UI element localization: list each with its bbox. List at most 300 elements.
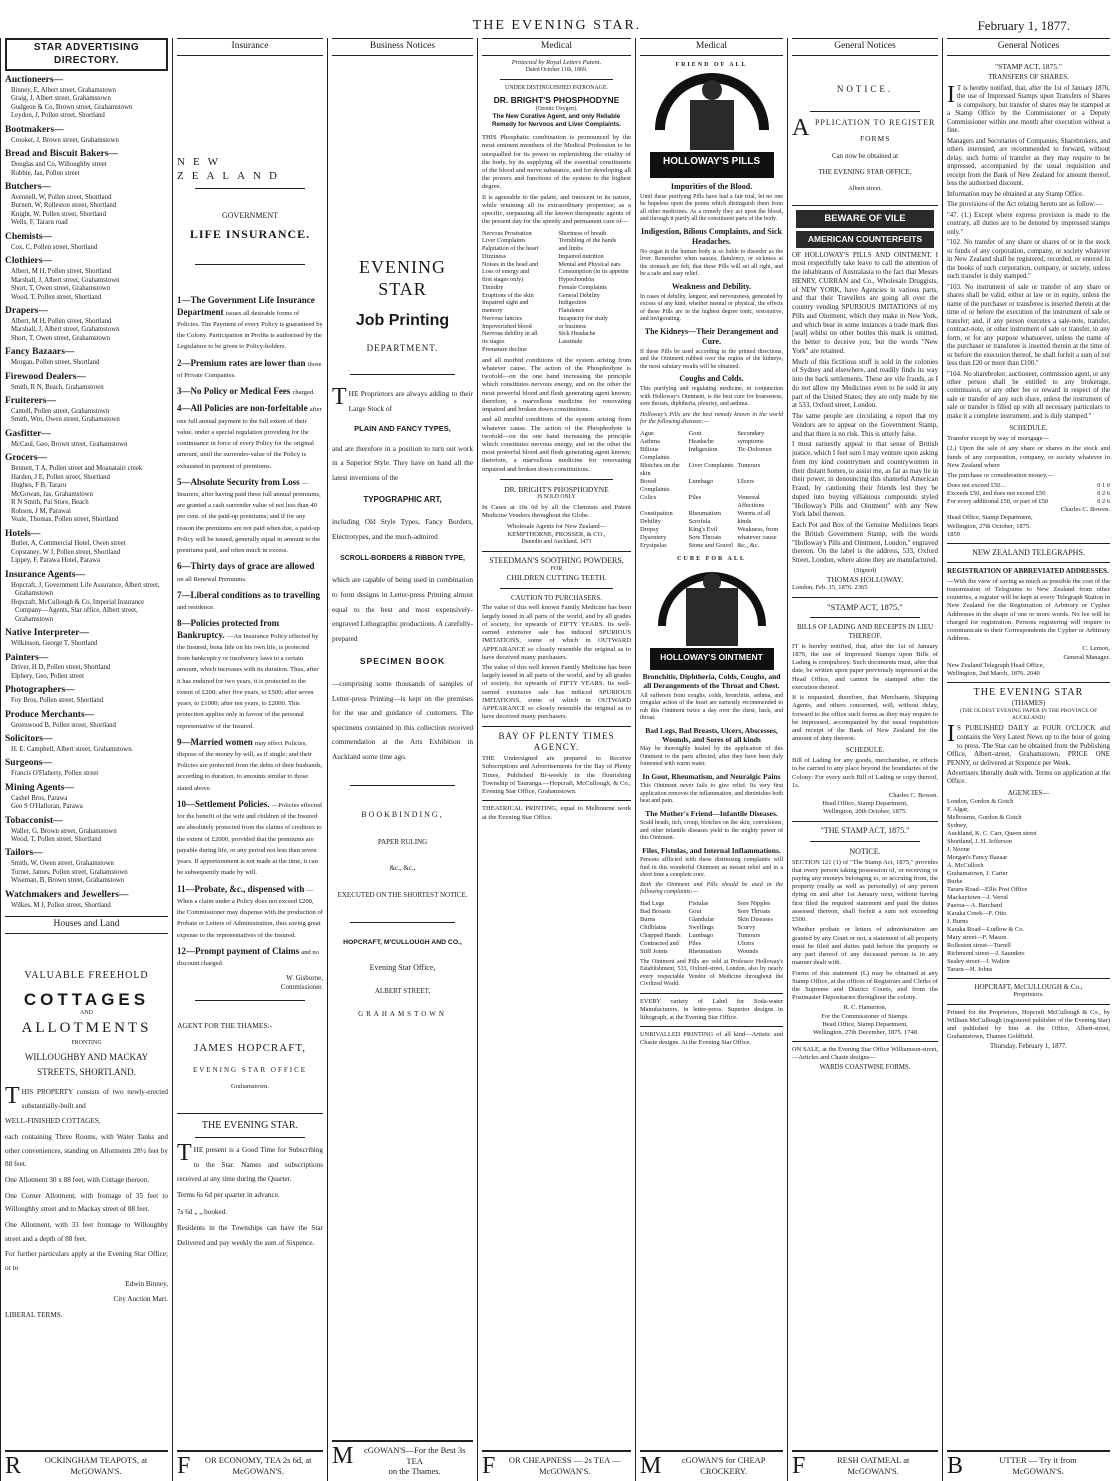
app-line1: APPLICATION TO REGISTER <box>792 115 936 142</box>
insurance-item-text: after one full annual payment to the full extent of their value, under a special regulation providing for the continuance in force of every Policy for the original amount, until the surrender-value of the Policy is exhausted in payment of premiums. <box>177 406 322 470</box>
ailment-item: Nervous fancies <box>482 314 523 322</box>
disease-item: Sore Throats <box>688 533 722 541</box>
fee-amount: 0 2 6 <box>1097 490 1110 498</box>
directory-entry: Robson, J M, Parawai <box>11 507 71 515</box>
beware-line2: AMERICAN COUNTERFEITS <box>796 231 934 248</box>
bottom-ad-oatmeal <box>792 1450 938 1477</box>
agency-item: Tararu Road—Ellis Post Office <box>947 885 1028 893</box>
directory-entry: Smith, Wm, Owen street, Grahamstown <box>11 416 120 424</box>
med-dated: Dated October 11th, 1869. <box>525 67 588 73</box>
unrivalled: UNRIVALLED PRINTING of all kind—Artistic and Chaste designs. At the Evening Star Office. <box>640 1030 783 1046</box>
disease-item: Piles <box>688 493 702 501</box>
med-title2: DR. BRIGHT'S PHOSPHODYNE <box>504 484 609 494</box>
disease-item: Constipation <box>640 509 673 517</box>
notice2-title: NOTICE. <box>849 846 881 856</box>
freehold-paragraph: For further particulars apply at the Evening Star Office; or to <box>5 1250 168 1273</box>
insurance-item <box>177 358 323 380</box>
directory-category: Grocers— <box>5 453 48 464</box>
disease-item: Asthma <box>640 437 660 445</box>
divider <box>947 978 1110 979</box>
job-street: ALBERT STREET, <box>374 987 431 996</box>
bottom-ad-line2: McGOWAN'S. <box>232 1465 284 1476</box>
directory-entry: Smith, W, Owen street, Grahamstown <box>11 860 114 868</box>
disease-item: Weakness, from <box>737 525 779 533</box>
directory-entry: Crooker, J, Brown street, Grahamstown <box>11 136 119 144</box>
section-body3: Forms of this statement (L) may be obtained at any Stamp Office, at the offices of Registrars and Clerks of the Supreme and District Courts, and from the Postmaster Depositaries throughout the colony. <box>792 969 938 1002</box>
fees-table <box>947 482 1110 506</box>
both-line: Both the Ointment and Pills should be used in the following complaints:— <box>640 881 783 895</box>
med-body1: THIS Phosphatic combination is pronounced by the most eminent members of the Medical Profession to be unequalled for its power in replenishing the vitality of the body, by its supplying all the essential constituents of the blood and nerve substance, and for developing all the powers and functions of the system to the highest degree. <box>482 134 631 191</box>
ointment-item: Wounds <box>737 947 759 955</box>
ailment-item: Mental and Physical ears <box>558 260 621 268</box>
insurance-item-text: issues all desirable forms of Policies. The Payment of every Policy is guaranteed by the Colony. Participation in Profits is authorised by the Legislature to be given to Policy-holders. <box>177 309 323 351</box>
med-wholesale: Wholesale Agents for New Zealand— <box>506 522 607 530</box>
insurance-item <box>177 946 323 968</box>
bottom-ad-cap: F <box>482 1453 496 1479</box>
hol-body2: Much of this fictitious stuff is sold in the colonies of Sydney and elsewhere, and readily finds its way into the back settlements. These are vile frauds, as I do not allow my Medicines even to be sold in any part of the United States; they are only made by me at 533, Oxford street, London. <box>792 357 938 410</box>
disease-item: Ague <box>640 429 654 437</box>
coughs-head: Coughs and Colds. <box>679 374 744 384</box>
signer-title: Commissioner. <box>280 983 323 991</box>
bills-body: IT is hereby notified, that, after the 1st of January 1876, the use of Impressed Stamps upon Bills of Lading is compulsory. Such documents must, after that date, be written upon paper previously impressed at the Head Office, and cannot be stamped after the execution thereof. <box>792 642 938 691</box>
freehold-line2: COTTAGES <box>23 989 150 1009</box>
medical-heading: Medical <box>482 38 631 56</box>
bottom-ad-line1: UTTER — Try it from <box>999 1455 1077 1465</box>
lemon-sig: C. Lemon, <box>1082 645 1110 653</box>
insurance-item-title: 8—Policies protected from Bankruptcy. <box>177 618 280 640</box>
insurance-item-title: 11—Probate, &c., dispensed with <box>177 883 305 894</box>
london-date: London, Feb. 15, 1876. 2365 <box>792 584 868 592</box>
directory-category: Tailors— <box>5 848 43 859</box>
bottom-ad-line2: McGOWAN'S. <box>1012 1465 1064 1476</box>
ailment-item: Loss of energy and <box>482 268 530 276</box>
hol-body4: I most earnestly appeal to that sense of British justice, which I feel sure I may venture upon asking from my kind countrymen and countrywomen in their distant homes, to assist me, as far as may lie in their power, in denouncing this shameful American Fraud, by cautioning their friends lest they be duped into buying villainous compounds styled "Holloway's Pills and Ointment" with any New York label thereon. <box>792 440 938 519</box>
ailment-item: first stages only) <box>482 276 524 284</box>
thursday-line: Thursday, February 1, 1877. <box>990 1042 1067 1050</box>
disease-item: Secondary <box>737 429 765 437</box>
job-p5: —comprising some thousands of samples of Letter-press Printing—is kept on the premises for the use and guidance of customers. The specimens contained in this collection received commendation at the Arts Exhibition in Auckland some time ago. <box>332 679 473 761</box>
ointment-item: Lumbago <box>688 931 714 939</box>
masthead-date: February 1, 1877. <box>977 18 1070 33</box>
sched2-line3: The purchase or consideration money,— <box>947 472 1055 480</box>
agency-item: J. Burns <box>947 917 968 925</box>
theatrical: THEATRICAL PRINTING, equal to Melbourne work at the Evening Star Office. <box>482 805 631 821</box>
ailment-item: Nervous Prostration <box>482 229 532 237</box>
bottom-ad-line2: McGOWAN'S. <box>70 1465 122 1476</box>
med-kemp: KEMPTHORNE, PROSSER, & CO., <box>507 531 606 539</box>
app-line4: THE EVENING STAR OFFICE, <box>818 168 912 177</box>
divider <box>947 543 1110 544</box>
general2-heading: General Notices <box>947 38 1110 56</box>
ointment-item: Scurvy <box>737 923 756 931</box>
ointment-item: Swellings <box>688 923 714 931</box>
bottom-ad-crockery <box>640 1450 783 1477</box>
job-paper: PAPER RULING <box>377 837 428 846</box>
directory-entry: Greenwood B, Pollen street, Shortland <box>11 721 116 729</box>
ailment-item: memory <box>482 307 503 315</box>
directory-category: Bread and Biscuit Bakers— <box>5 149 119 160</box>
insurance-item-title: 1—The Government Life Insurance Department <box>177 295 315 317</box>
agency-item: Shortland, J. H. Jefferson <box>947 837 1012 845</box>
ointment-item: Bad Breasts <box>640 907 671 915</box>
indigestion-head: Indigestion, Bilious Complaints, and Sick Headaches. <box>641 226 782 246</box>
ailment-item: Sick Headache <box>558 330 596 338</box>
directory-entry: Turner, James, Pollen street, Grahamstown <box>11 868 128 876</box>
fee-amount: 0 1 0 <box>1097 482 1110 490</box>
disease-item: Erysipelas <box>640 541 667 549</box>
disease-item: Bowel Complaints <box>640 477 670 493</box>
freehold-paragraph: LIBERAL TERMS. <box>5 1311 63 1320</box>
directory-entry: Avennell, W, Pollen street, Shortland <box>11 193 112 201</box>
agency-item: London, Gordon & Gotch <box>947 797 1014 805</box>
job-title1: EVENING STAR <box>359 256 446 300</box>
insurance-item-title: 10—Settlement Policies. <box>177 798 270 809</box>
job-title2: Job Printing <box>355 311 450 329</box>
bottom-ad-line1: OCKINGHAM TEAPOTS, at <box>44 1455 148 1465</box>
disease-item: Ulcers <box>737 477 755 485</box>
ointment-item: Sore Nipples <box>737 899 771 907</box>
directory-entry: Waller, G, Brown street, Grahamstown <box>11 827 117 835</box>
section-body2: Whether probate or letters of administration are granted by any Court or not, a statement of all property must be filed and duties paid before the property or any part thereof of any deceased person is in any manner dealt with. <box>792 926 938 967</box>
agency-item: F. Algar, <box>947 805 969 813</box>
ailment-item: Flatulence <box>558 307 585 315</box>
insurance-item-text: those of Private Companies. <box>177 360 322 379</box>
kidneys-head: The Kidneys—Their Derangement and Cure. <box>644 326 779 346</box>
mother-body: Scald heads, itch, croup, blotches on the skin, convulsions, and other infantile diseases yield to the mighty power of this Ointment. <box>640 820 783 842</box>
directory-category: Mining Agents— <box>5 782 74 793</box>
insurance-item-text: —Insurers, after having paid three full annual premiums, are granted a cash surrender value of not less than 40 per cent. of the paid-up premiums; and if for any reason the premiums are not paid when due, a paid-up Policy will be issued, generally equal in amount to the premiums paid, and often much in excess. <box>177 479 321 555</box>
agency-item: Karaka Creek—F. Otto <box>947 909 1007 917</box>
disease-item: Headache <box>688 437 714 445</box>
ailment-item: Incapacity for study <box>558 314 608 322</box>
disease-item: symptoms <box>737 437 764 445</box>
divider <box>350 922 455 923</box>
star-text-line: 7s 6d „ „ booked. <box>177 1207 228 1216</box>
insurance-item-text: —An Insurance Policy effected by the Insured, bona fide on his own life, is protected from bankruptcy or insolvency laws to a certain amount, which increases with its duration. Thus, after it has endured for two years, it is protected to the extent of £200; after five years, to £500; after seven years, to £1000; after ten years, to £2000. This protection applies only in favour of the personal representative of the Insured. <box>177 632 319 730</box>
section-body: SECTION 121 (1) of "The Stamp Act, 1875," provides that every person taking possession of, or receiving or paying any moneys belonging to, or accruing from, the property (really as well as personally) of any person dying on and after 1st January next, without having first filed the required statement and paid the duties assessed thereon, shall forfeit a sum not exceeding £500. <box>792 858 938 924</box>
bills-body2: It is requested, therefore, that Merchants, Shipping Agents, and others concerned, will, without delay, forward to the office such forms as they may require to be impressed, accompanied by the usual requisition and receipt of the Bank of New Zealand for the amount of duty thereon. <box>792 694 938 743</box>
ailment-item: Lassitude <box>558 338 583 346</box>
masthead-title: THE EVENING STAR. <box>472 18 642 33</box>
directory-category: Hotels— <box>5 528 41 539</box>
schedule-title: SCHEDULE. <box>845 746 885 755</box>
kidneys-body: If these Pills be used according to the printed directions, and the Ointment rubbed over the region of the kidneys, the most salutary results will be obtained. <box>640 348 783 370</box>
divider <box>482 551 631 552</box>
insurance-item-title: 2—Premium rates are lower than <box>177 357 306 368</box>
indigestion-body: No organ in the human body is so liable to disorder as the liver. Remember when nausea, flatulency, or sickness at the stomach are felt, that these Pills will set all right, and be a safe and easy relief. <box>640 248 783 278</box>
agency-item: Karaka Road—Ludlow & Co. <box>947 925 1025 933</box>
insurance-item <box>177 403 323 470</box>
hol-body3: The same people are circulating a report that my Vendors are to appear on the Government Stamp, and that there is no risk. This is utterly false. <box>792 412 938 438</box>
disease-item: Dysentery <box>640 533 667 541</box>
directory-entry: R N Smith, Pai Store, Beach <box>11 499 89 507</box>
job-dept: DEPARTMENT. <box>366 342 439 353</box>
divider <box>500 479 613 480</box>
bronchitis-body: All sufferers from coughs, colds, bronchitis, asthma, and irregular action of the heart are earnestly recommended to rub this Ointment twice a day over the chest, back, and throat. <box>640 692 783 722</box>
star-head: THE EVENING STAR. <box>201 1119 299 1131</box>
divider <box>500 588 613 589</box>
divider <box>350 374 455 375</box>
disease-item: kinds <box>737 517 752 525</box>
notice-title: NOTICE. <box>836 83 894 94</box>
bronchitis-head: Bronchitis, Diphtheria, Colds, Coughs, and all Derangements of the Throat and Chest. <box>642 671 781 691</box>
directory-entry: Francis O'Flaherty, Pollen street <box>11 770 99 778</box>
freehold-line1: VALUABLE FREEHOLD <box>24 970 149 982</box>
ointment-item: Tumours <box>737 931 761 939</box>
nz-title: NEW ZEALAND <box>177 155 285 182</box>
med-sub: The New Curative Agent, and only Reliable Remedy for Nervous and Liver Complaints. <box>491 113 622 129</box>
directory-heading: STAR ADVERTISING DIRECTORY. <box>5 38 168 71</box>
directory-entry: Hopcraft, McCullough & Co, Imperial Insurance Company—Agents, Star office, Albert street, Grahamstown <box>11 598 145 623</box>
ointment-item: Burns <box>640 915 656 923</box>
freehold-paragraph: One Allotment, with 33 feet frontage to Willoughby street and a depth of 88 feet. <box>5 1221 168 1243</box>
freehold-line7: STREETS, SHORTLAND. <box>37 1066 136 1077</box>
agency-item: Mary street—F. Mason <box>947 933 1007 941</box>
directory-entry: Harden, J E, Pollen street, Shortland <box>11 473 110 481</box>
directory-entry: Marshall, J, Albert street, Grahamstown <box>11 276 120 284</box>
medical-column-2 <box>635 38 787 1481</box>
ailment-item: Impaired sight and <box>482 299 529 307</box>
directory-category: Clothiers— <box>5 256 52 267</box>
ointment-list <box>640 900 783 956</box>
insurance-item <box>177 561 323 583</box>
houses-heading: Houses and Land <box>5 916 168 934</box>
fee-row <box>947 490 1110 498</box>
job-p2: and are therefore in a position to turn out work in a Superior Style. They have on hand all the latest inventions of the <box>332 443 473 482</box>
divider <box>177 1113 323 1114</box>
bowen-sig2: Charles C. Bowen. <box>1060 506 1110 514</box>
directory-entry: Burnett, W, Rolleston street, Shortland <box>11 202 117 210</box>
bottom-ad-line1: cGOWAN'S for CHEAP <box>681 1455 766 1465</box>
stamp-dept: Head Office, Stamp Department, <box>822 1020 908 1028</box>
gout-body: This Ointment never fails to give relief. Its very first application removes the inflammation, and diminishes both heat and pain. <box>640 783 783 805</box>
insurance-item-title: 6—Thirty days of grace are allowed <box>177 561 315 572</box>
ailment-item: and limbs <box>558 245 583 253</box>
divider <box>640 993 783 994</box>
job-typo: TYPOGRAPHIC ART, <box>363 495 442 505</box>
fee-row <box>947 498 1110 506</box>
insurance-item-title: 5—Absolute Security from Loss <box>177 476 300 487</box>
star-advertisers: Advertisers liberally dealt with. Terms on application at the Office. <box>947 769 1110 786</box>
directory-category: Gasfitter— <box>5 428 51 439</box>
bottom-ad-best-tea <box>332 1440 473 1477</box>
bottom-ad-cap: M <box>640 1453 662 1479</box>
directory-entry: Marshall, J, Albert street, Grahamstown <box>11 326 120 334</box>
job-firm: HOPCRAFT, M'CULLOUGH AND CO., <box>343 938 462 946</box>
divider <box>640 1026 783 1027</box>
ailment-item: General Debility <box>558 291 600 299</box>
coughs-body: This purifying and regulating medicine, in conjunction with Holloway's Ointment, is the best cure for hoarseness, sore throats, diphtheria, pleurisy, and asthma. <box>640 386 783 408</box>
proprietors-line: Proprietors. <box>1013 991 1044 999</box>
head-office2: Head Office, Stamp Department, <box>947 514 1033 522</box>
bottom-ad-cap: M <box>332 1443 354 1470</box>
divider <box>810 841 920 842</box>
disease-item: Lumbago <box>688 477 714 485</box>
job-p4: which are capable of being used in combination to form designs in Letter-press Printing almost equal to the best and most expensively-engraved Lithographic productions. A carefully-prepared <box>332 575 473 643</box>
freehold-paragraph: One Corner Allotment, with frontage of 35 feet to Willoughby street and to Mackay street of 88 feet. <box>5 1191 168 1214</box>
job-specimen: SPECIMEN BOOK <box>359 656 446 667</box>
disease-item: Blotches on the skin <box>640 461 680 477</box>
agency-item: Burke <box>947 877 963 885</box>
schedule2-title: SCHEDULE. <box>1009 424 1048 433</box>
directory-entry: Albert, M H, Pollen street, Shortland <box>11 268 112 276</box>
divider <box>195 264 305 265</box>
med-body3: and all morbid conditions of the system arising from whatever cause. The action of the Phosphodyne is twofold—on the one hand increasing the principle which constitutes nervous energy, and on the other the most powerful blood and flesh generating agent known; therefore, a marvellous medicine for renovating impaired and broken down constitutions. <box>482 356 631 414</box>
agency-item: J. Noone <box>947 845 970 853</box>
agency-item: Morgan's Fancy Bazaar <box>947 853 1008 861</box>
directory-entry: Albert, M H, Pollen street, Shortland <box>11 317 112 325</box>
stamp-title: "STAMP ACT, 1875." <box>995 61 1062 71</box>
freehold-paragraph: THIS PROPERTY consists of two newly-erected substantially-built and <box>5 1083 168 1110</box>
commissioner-line: For the Commissioner of Stamps. <box>821 1012 909 1020</box>
agent-name: JAMES HOPCRAFT, <box>194 1042 306 1055</box>
ointment-item: Stiff Joints <box>640 947 668 955</box>
insurance-item <box>177 799 323 878</box>
disease-item: Indigestion <box>688 445 718 453</box>
agency-item: Rolleston street—Turrell <box>947 941 1011 949</box>
freehold-line5: FRONTING <box>71 1040 102 1047</box>
ailment-item: Impoverished blood <box>482 322 532 330</box>
directory-category: Fancy Bazaars— <box>5 347 75 358</box>
shares-body4: The provisions of the Act relating hereto are as follow:— <box>947 201 1103 209</box>
star-subscription-text <box>177 1140 323 1250</box>
agency-item: Sealey street—J. Walton <box>947 957 1010 965</box>
insurance-item-text: charged. <box>292 389 315 397</box>
directory-entry: Cox, C, Pollen street, Shortland <box>11 243 98 251</box>
disease-item: &c., &c. <box>737 541 760 549</box>
insurance-item <box>177 618 323 730</box>
divider <box>947 1004 1110 1005</box>
general-column-1 <box>787 38 942 1481</box>
star-text-line: Terms 6s 6d per quarter in advance. <box>177 1191 280 1200</box>
head-office: Head Office, Stamp Department, <box>822 800 908 808</box>
steed-for: FOR <box>550 565 563 572</box>
general-column-2 <box>942 38 1114 1481</box>
ailment-item: Timidity <box>482 283 504 291</box>
on-sale: ON SALE, at the Evening Star Office Williamson-street, —Articles and Chaste designs— <box>792 1045 938 1061</box>
ailment-item: Premature decline <box>482 345 527 353</box>
bottom-ad-line1: OR ECONOMY, TEA 2s 6d, at <box>204 1455 312 1465</box>
impurities-head: Impurities of the Blood. <box>670 181 753 191</box>
divider <box>947 682 1110 683</box>
bottom-ad-cap: R <box>5 1453 22 1479</box>
notice-number: 1859 <box>947 530 960 538</box>
directory-category: Firewood Dealers— <box>5 371 86 382</box>
divider <box>792 1041 938 1042</box>
agency-item: Grahamstown, J. Carter <box>947 869 1008 877</box>
ailment-item: Dizziness <box>482 252 507 260</box>
directory-category: Drapers— <box>5 306 48 316</box>
hopcraft-line: HOPCRAFT, McCULLOUGH & Co., <box>974 982 1083 991</box>
shares-body3: Information may be obtained at any Stamp Office. <box>947 190 1084 198</box>
med-protected: Protected by Royal Letters Patent. <box>511 58 602 66</box>
divider <box>195 1137 305 1138</box>
shares-body7: "103. No instrument of sale or transfer of any share or shares shall be valid, either at law or in equity, unless the name of the purchaser or transferee is inserted therein at the time of or before the execution of the instrument of sale or transfer; and, if any person executes a sale-note, transfer, contract-note, or other instrument of sale or transfer, in any form, or for any purpose whatsoever, unless the name of the purchaser or transferee is inserted therein at the time of or before the execution thereof, he shall forfeit a sum of not less than £20 or more than £100." <box>947 283 1110 368</box>
agency-item: Tararu—H. Johns <box>947 965 993 973</box>
ointment-item: Fistulas <box>688 899 709 907</box>
stamp-title: "STAMP ACT, 1875." <box>827 601 903 612</box>
disease-item: Venereal Affections <box>737 493 765 509</box>
bowen-sig: Charles C. Bowen. <box>888 792 938 800</box>
disease-item: Dropsy <box>640 525 659 533</box>
agent-place: Grahamstown. <box>230 1082 270 1090</box>
bay-title: BAY OF PLENTY TIMES AGENCY. <box>498 730 615 752</box>
bottom-ad-line2: on the Thames. <box>388 1466 441 1477</box>
freehold-paragraph: Edwin Binney, <box>125 1279 168 1288</box>
shares-body5: "47. (1.) Except where express provision is made to the contrary, all duties are to be denoted by impressed stamps only." <box>947 211 1110 236</box>
ailment-item: Palpitation of the heart <box>482 245 539 253</box>
directory-entry: Hopcraft, J, Government Life Assurance, Albert street, Grahamstown <box>11 581 160 598</box>
job-p3: including Old Style Types, Fancy Borders, Electrotypes, and the much-admired <box>332 517 473 542</box>
holloway-ointment-label: HOLLOWAY'S OINTMENT <box>660 651 763 662</box>
star-thames: (THAMES) <box>1011 699 1046 708</box>
divider <box>792 597 938 598</box>
insurance-item-title: 9—Married women <box>177 736 253 747</box>
directory-category: Bootmakers— <box>5 124 64 135</box>
business-heading: Business Notices <box>332 38 473 56</box>
bottom-ad-cap: F <box>792 1453 806 1479</box>
directory-category: Surgeons— <box>5 758 52 769</box>
gm-title: General Manager. <box>1063 653 1110 661</box>
directory-entry: Robbie, Jas, Pollen street <box>11 169 80 177</box>
job-bookbinding: BOOKBINDING, <box>361 809 444 819</box>
ointment-item: Chilblains <box>640 923 667 931</box>
directory-entry: Smith, R N, Beach, Grahamstown <box>11 383 104 391</box>
directory-entry: Wiseman, B, Brown street, Grahamstown <box>11 877 125 885</box>
ointment-item: Bad Legs <box>640 899 665 907</box>
every-label: EVERY variety of Label for Soda-water Manufacturers, in letter-press. Superior designs in lithograph, at the Evening Star Office. <box>640 997 783 1021</box>
insurance-item <box>177 737 323 793</box>
directory-entry: Geo S O'Halloran, Parawa <box>11 803 83 811</box>
star-title: THE EVENING STAR <box>973 686 1084 698</box>
divider <box>792 205 938 206</box>
holloway-sig: THOMAS HOLLOWAY. <box>826 575 904 584</box>
directory-entry: Wood, T, Pollen street, Shortland <box>11 835 102 843</box>
business-column <box>327 38 477 1481</box>
fee-label: For every additional £50, or part of £50 <box>947 498 1049 506</box>
tele-office: New Zealand Telegraph Head Office, <box>947 661 1045 669</box>
ailment-item: its stages <box>482 338 505 346</box>
ointment-item: Skin Diseases <box>737 915 774 923</box>
agency-item: A. McCulloch <box>947 861 984 869</box>
ointment-item: Rheumatism <box>688 947 721 955</box>
wellington-date3: Wellington, 27th October, 1875. <box>947 522 1031 530</box>
diseases-list <box>640 430 783 550</box>
bottom-ad-line1: RESH OATMEAL at <box>836 1455 910 1465</box>
ailment-item: Liver Complaints <box>482 237 526 245</box>
signed: (Signed) <box>853 566 877 574</box>
insurance-items <box>177 295 323 968</box>
ailment-item: Shortness of breath <box>558 229 607 237</box>
ointment-item: Chapped Hands <box>640 931 681 939</box>
freehold-paragraph: One Allotment 30 x 88 feet, with Cottage thereon. <box>5 1176 150 1185</box>
badlegs-head: Bad Legs, Bad Breasts, Ulcers, Abscesses, Wounds, and Sores of all kinds <box>645 725 778 744</box>
sold-at: The Ointment and Pills are sold at Professor Holloway's Establishment, 533, Oxford-street, London, also by nearly every respectable Vendor of Medicine throughout the Civilized World. <box>640 958 783 987</box>
steed-body-b: The value of this well known Family Medicine has been largely tested in all parts of the world, and by all grades of society, for upwards of FIFTY YEARS. Its well-earned extensive sale has induced SPURIOUS IMITATIONS, some of which in OUTWARD APPEARANCE so closely resemble the original as to have deceived many purchasers. <box>482 664 631 721</box>
badlegs-body: May be thoroughly healed by the application of this Ointment to the parts affected, after they have been duly fomented with warm water. <box>640 746 783 768</box>
hamerton-sig: R. C. Hamerton, <box>843 1004 887 1012</box>
life-title: LIFE INSURANCE. <box>189 227 311 242</box>
directory-entry: Short, T, Owen street, Grahamstown <box>11 285 111 293</box>
agent-office: EVENING STAR OFFICE <box>192 1065 308 1074</box>
bottom-ad-line1: cGOWAN'S—For the Best 3s TEA <box>363 1445 466 1466</box>
directory-entry: Butler, A, Commercial Hotel, Owen street <box>11 540 126 548</box>
fee-label: Exceeds £50, and does not exceed £50 <box>947 490 1046 498</box>
directory-category: Auctioneers— <box>5 75 64 85</box>
disease-item: Debility <box>640 517 661 525</box>
disease-item: Tic-Doloreux <box>737 445 772 453</box>
bottom-ad-line2: McGOWAN'S. <box>847 1465 899 1476</box>
